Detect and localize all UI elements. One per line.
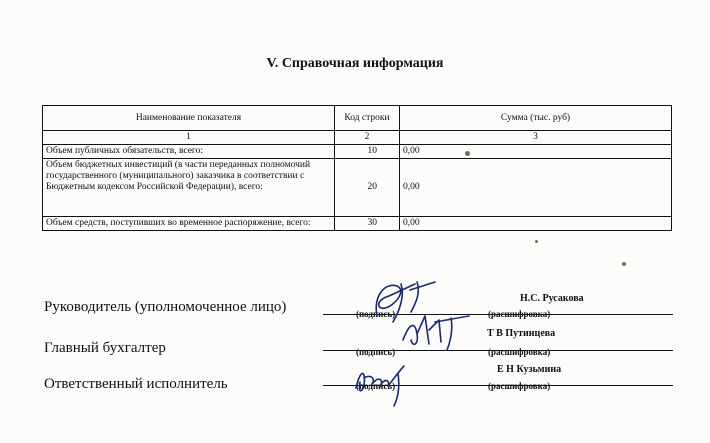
signature-caption: (подпись) <box>356 309 396 319</box>
table-row <box>43 145 672 159</box>
decoded-name-accountant: Т В Путинцева <box>487 328 556 339</box>
table-row <box>43 217 672 231</box>
role-director: Руководитель (уполномоченное лицо) <box>44 299 287 315</box>
column-number: 2 <box>335 131 400 145</box>
reference-info-table <box>42 105 672 231</box>
header-indicator-name: Наименование показателя <box>43 106 335 131</box>
row-code: 10 <box>335 145 400 159</box>
decoded-name-director: Н.С. Русакова <box>520 293 584 304</box>
section-title: V. Справочная информация <box>266 56 444 71</box>
indicator-name: Объем средств, поступивших во временное распоряжение, всего: <box>43 217 335 231</box>
table-header-row <box>43 106 672 131</box>
indicator-name: Объем бюджетных инвестиций (в части переданных полномочий государственного (муниципального) заказчика в соответствии с Бюджетным кодексом Российской Федерации), всего: <box>43 159 335 217</box>
sum-value: 0,00 <box>400 217 672 231</box>
column-number: 3 <box>400 131 672 145</box>
decode-caption: (расшифровка) <box>488 347 551 357</box>
handwritten-signature-executor <box>350 360 420 410</box>
signature-caption: (подпись) <box>356 347 396 357</box>
scan-speck <box>535 240 538 243</box>
scan-speck <box>622 262 626 266</box>
decode-caption: (расшифровка) <box>488 309 551 319</box>
header-row-code: Код строки <box>335 106 400 131</box>
sum-value: 0,00 <box>400 159 672 217</box>
decode-caption: (расшифровка) <box>488 381 551 391</box>
column-number-row <box>43 131 672 145</box>
row-code: 30 <box>335 217 400 231</box>
sum-value: 0,00 <box>400 145 672 159</box>
role-chief-accountant: Главный бухгалтер <box>44 340 166 356</box>
signature-caption: (подпись) <box>356 381 396 391</box>
handwritten-signature-accountant <box>395 310 475 356</box>
indicator-name: Объем публичных обязательств, всего: <box>43 145 335 159</box>
role-executor: Ответственный исполнитель <box>44 376 228 392</box>
header-sum: Сумма (тыс. руб) <box>400 106 672 131</box>
row-code: 20 <box>335 159 400 217</box>
decoded-name-executor: Е Н Кузьмина <box>497 364 562 375</box>
column-number: 1 <box>43 131 335 145</box>
table-row <box>43 159 672 217</box>
scan-speck <box>465 151 470 156</box>
